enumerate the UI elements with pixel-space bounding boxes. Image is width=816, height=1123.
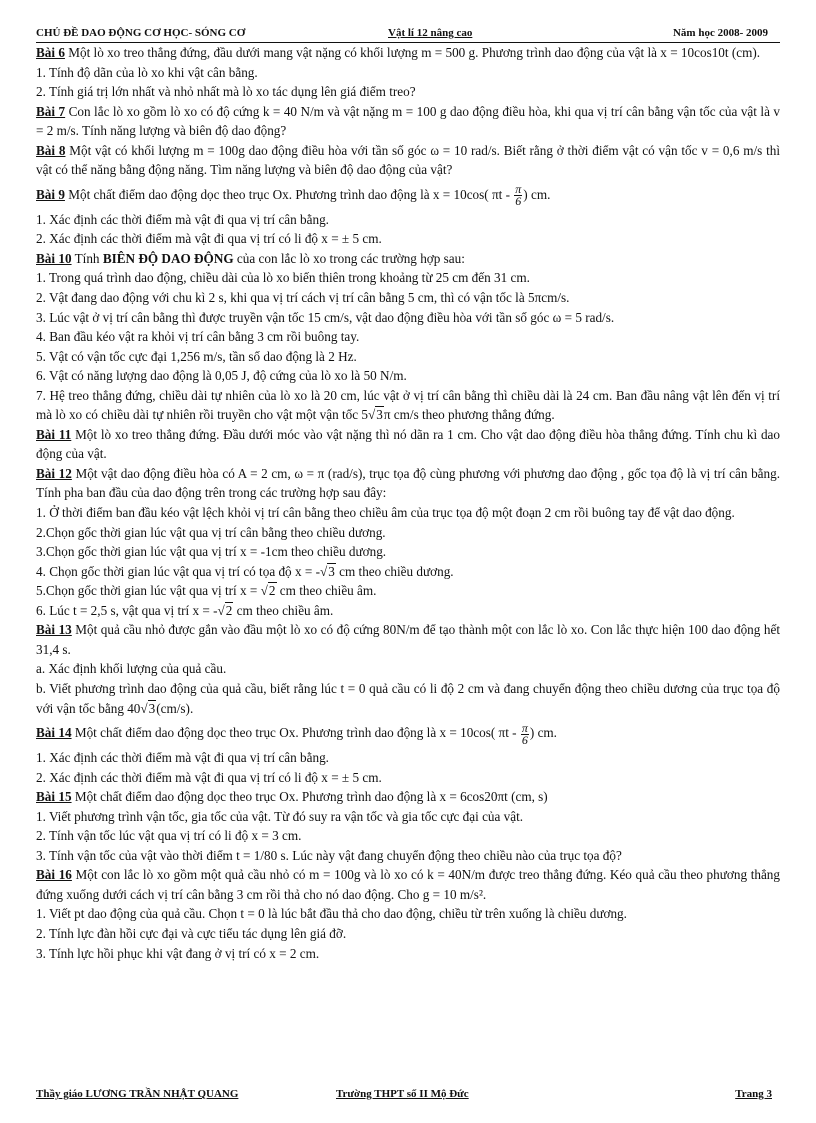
exercise-8 <box>36 141 780 180</box>
exercise-13-text: Một quả cầu nhỏ được gắn vào đầu một lò xo có độ cứng 80N/m để tạo thành một con lắc lò xo. Con lắc thực hiện 100 dao động hết 31,4 s. <box>36 622 780 657</box>
exercise-12-text: Một vật dao động điều hòa có A = 2 cm, ω = π (rad/s), trục tọa độ cùng phương với phương dao động , gốc tọa độ là vị trí cân bằng. Tính pha ban đầu của dao động trên trong các trường hợp sau đây: <box>36 465 780 501</box>
exercise-6 <box>36 43 780 63</box>
exercise-14-text: Một chất điểm dao động dọc theo trục Ox. Phương trình dao động là x = 10cos( πt - <box>71 725 520 741</box>
exercise-14-title: Bài 14 <box>36 725 72 741</box>
exercise-9 <box>36 180 780 210</box>
exercise-9-fraction <box>514 184 522 207</box>
exercise-16 <box>36 865 780 904</box>
exercise-10-item-7-text: 7. Hệ treo thẳng đứng, chiều dài tự nhiên của lò xo là 20 cm, lúc vật ở vị trí cân bằng thì chiều dài là 24 cm. Ban đầu nâng vật lên đến vị trí mà lò xo có chiều dài tự nhiên rồi truyền cho vật một vận tốc 5 <box>36 387 780 423</box>
exercise-6-item-1: 1. Tính độ dãn của lò xo khi vật cân bằng. <box>36 64 258 80</box>
exercise-12-item-6: 6. Lúc t = 2,5 s, vật qua vị trí x = -√2 cm theo chiều âm. <box>36 602 334 618</box>
exercise-9-fraction-num: π <box>515 182 522 197</box>
exercise-14 <box>36 718 780 748</box>
exercise-16-text: Một con lắc lò xo gồm một quả cầu nhỏ có m = 100g và lò xo có k = 40N/m được treo thẳng đứng. Kéo quả cầu theo phương thẳng đứng xuống dưới cách vị trí cân bằng 3 cm rồi thả cho nó dao động. Cho g = 10 m/s². <box>36 867 780 902</box>
exercise-12-item-4: 4. Chọn gốc thời gian lúc vật qua vị trí có tọa độ x = -√3 cm theo chiều dương. <box>36 563 454 579</box>
exercise-10-text: Tính <box>71 250 103 266</box>
exercise-6-text: Một lò xo treo thẳng đứng, đầu dưới mang vật nặng có khối lượng m = 500 g. Phương trình dao động của vật là x = 10cos10t (cm). <box>64 45 761 60</box>
exercise-11 <box>36 425 780 464</box>
exercise-12-item-4-root: 3 <box>328 563 335 579</box>
exercise-10-item-6: 6. Vật có năng lượng dao động là 0,05 J, độ cứng của lò xo là 50 N/m. <box>36 368 407 384</box>
exercise-15-item-3: 3. Tính vận tốc của vật vào thời điểm t = 1/80 s. Lúc này vật đang chuyển động theo chiều nào của trục tọa độ? <box>36 847 622 863</box>
exercise-12-item-5: 5.Chọn gốc thời gian lúc vật qua vị trí x = √2 cm theo chiều âm. <box>36 583 377 599</box>
exercise-6-item-2: 2. Tính giá trị lớn nhất và nhỏ nhất mà lò xo tác dụng lên giá điểm treo? <box>36 84 416 100</box>
footer-page-number: Trang 3 <box>735 1088 772 1100</box>
exercise-12-item-5-text: 5.Chọn gốc thời gian lúc vật qua vị trí x = <box>36 583 261 599</box>
exercise-14-text-end: ) cm. <box>529 725 557 741</box>
exercise-12-item-6-text: 6. Lúc t = 2,5 s, vật qua vị trí x = - <box>36 602 218 618</box>
exercise-15-item-1: 1. Viết phương trình vận tốc, gia tốc của vật. Từ đó suy ra vận tốc và gia tốc cực đại của vật. <box>36 808 524 824</box>
document-page <box>36 26 780 963</box>
exercise-13-item-a: a. Xác định khối lượng của quả cầu. <box>36 661 227 677</box>
header-school-year: Năm học 2008- 2009 <box>672 27 768 39</box>
exercise-10-item-7: 7. Hệ treo thẳng đứng, chiều dài tự nhiên của lò xo là 20 cm, lúc vật ở vị trí cân bằng thì chiều dài là 24 cm. Ban đầu nâng vật lên đến vị trí mà lò xo có chiều dài tự nhiên rồi truyền cho vật một vận tốc 5√3π cm/s theo phương thẳng đứng. <box>36 387 780 423</box>
exercise-16-item-1: 1. Viết pt dao động của quả cầu. Chọn t = 0 là lúc bắt đầu thả cho dao động, chiều từ trên xuống là chiều dương. <box>36 906 627 922</box>
exercise-12-title: Bài 12 <box>36 465 72 481</box>
exercise-10 <box>36 249 780 269</box>
exercise-13 <box>36 620 780 659</box>
exercise-13-item-b-text-end: (cm/s). <box>156 700 194 716</box>
exercise-10-item-7-text-end: π cm/s theo phương thẳng đứng. <box>383 407 555 423</box>
exercise-13-title: Bài 13 <box>36 622 72 638</box>
exercise-9-item-2: 2. Xác định các thời điểm mà vật đi qua vị trí có li độ x = ± 5 cm. <box>36 231 382 247</box>
exercise-10-item-7-root: 3 <box>376 407 383 423</box>
page-header <box>36 26 780 43</box>
exercise-11-text: Một lò xo treo thẳng đứng. Đầu dưới móc vào vật nặng thì nó dãn ra 1 cm. Cho vật dao động điều hòa thẳng đứng. Tính chu kì dao động của vật. <box>36 426 781 462</box>
exercise-14-fraction-num: π <box>521 720 528 735</box>
exercise-12-item-1: 1. Ở thời điểm ban đầu kéo vật lệch khỏi vị trí cân bằng theo chiều âm của trục tọa độ một đoạn 2 cm rồi buông tay để vật dao động. <box>36 505 735 521</box>
exercise-10-text-end: của con lắc lò xo trong các trường hợp sau: <box>233 250 465 266</box>
exercise-9-fraction-den: 6 <box>515 194 522 209</box>
exercise-11-title: Bài 11 <box>36 426 72 442</box>
exercise-9-text: Một chất điểm dao động dọc theo trục Ox. Phương trình dao động là x = 10cos( πt - <box>64 186 514 202</box>
exercise-10-item-2: 2. Vật đang dao động với chu kì 2 s, khi qua vị trí cách vị trí cân bằng 5 cm, thì có vận tốc là 5πcm/s. <box>36 290 570 306</box>
exercise-16-title: Bài 16 <box>36 867 72 883</box>
exercise-9-text-end: ) cm. <box>523 186 551 202</box>
exercise-16-item-2: 2. Tính lực đàn hồi cực đại và cực tiểu tác dụng lên giá đỡ. <box>36 925 347 941</box>
footer-teacher: Thầy giáo LƯƠNG TRẦN NHẬT QUANG <box>36 1088 239 1100</box>
exercise-13-item-b-root: 3 <box>148 700 156 716</box>
exercise-10-keyword: BIÊN ĐỘ DAO ĐỘNG <box>102 250 234 266</box>
exercise-12-item-4-text-end: cm theo chiều dương. <box>335 563 454 579</box>
exercise-15-text: Một chất điểm dao động dọc theo trục Ox. Phương trình dao động là x = 6cos20πt (cm, s) <box>71 789 548 805</box>
exercise-6-title: Bài 6 <box>36 45 65 60</box>
exercise-15-title: Bài 15 <box>36 789 72 805</box>
header-topic: CHỦ ĐỀ DAO ĐỘNG CƠ HỌC- SÓNG CƠ <box>36 27 246 39</box>
exercise-13-item-b-text: b. Viết phương trình dao động của quả cầu, biết rằng lúc t = 0 quả cầu có li độ 2 cm và đang chuyển động theo chiều dương của trục tọa độ với vận tốc bằng 40 <box>36 680 780 716</box>
exercise-12-item-2: 2.Chọn gốc thời gian lúc vật qua vị trí cân bằng theo chiều dương. <box>36 524 386 540</box>
exercise-9-item-1: 1. Xác định các thời điểm mà vật đi qua vị trí cân bằng. <box>36 211 329 227</box>
exercise-12-item-4-text: 4. Chọn gốc thời gian lúc vật qua vị trí có tọa độ x = - <box>36 563 320 579</box>
exercise-9-title: Bài 9 <box>36 186 65 202</box>
exercise-list <box>36 43 780 963</box>
exercise-16-item-3: 3. Tính lực hồi phục khi vật đang ở vị trí có x = 2 cm. <box>36 945 320 961</box>
exercise-12-item-3: 3.Chọn gốc thời gian lúc vật qua vị trí x = -1cm theo chiều dương. <box>36 544 387 560</box>
exercise-10-item-5: 5. Vật có vận tốc cực đại 1,256 m/s, tần số dao động là 2 Hz. <box>36 348 357 364</box>
exercise-13-item-b: b. Viết phương trình dao động của quả cầu, biết rằng lúc t = 0 quả cầu có li độ 2 cm và đang chuyển động theo chiều dương của trục tọa độ với vận tốc bằng 40√3(cm/s). <box>36 680 780 716</box>
exercise-12-item-5-text-end: cm theo chiều âm. <box>276 583 377 599</box>
page-footer <box>36 1088 772 1104</box>
exercise-12-item-5-root: 2 <box>268 583 276 599</box>
footer-school: Trường THPT số II Mộ Đức <box>336 1088 469 1100</box>
exercise-10-item-4: 4. Ban đầu kéo vật ra khỏi vị trí cân bằng 3 cm rồi buông tay. <box>36 329 360 345</box>
exercise-15 <box>36 787 780 807</box>
exercise-7 <box>36 102 780 141</box>
exercise-12 <box>36 464 780 503</box>
exercise-14-fraction <box>521 720 529 747</box>
exercise-8-title: Bài 8 <box>36 142 66 158</box>
exercise-7-text: Con lắc lò xo gồm lò xo có độ cứng k = 40 N/m và vật nặng m = 100 g dao động điều hòa, khi qua vị trí cân bằng vận tốc của vật là v = 2 m/s. Tính năng lượng và biên độ dao động? <box>36 103 780 139</box>
exercise-15-item-2: 2. Tính vận tốc lúc vật qua vị trí có li độ x = 3 cm. <box>36 828 302 844</box>
exercise-12-item-6-text-end: cm theo chiều âm. <box>233 602 334 618</box>
exercise-7-title: Bài 7 <box>36 103 66 119</box>
exercise-10-item-1: 1. Trong quá trình dao động, chiều dài của lò xo biến thiên trong khoảng từ 25 cm đến 31 cm. <box>36 270 530 286</box>
exercise-14-item-1: 1. Xác định các thời điểm mà vật đi qua vị trí cân bằng. <box>36 750 329 766</box>
exercise-12-item-6-root: 2 <box>225 602 233 618</box>
exercise-14-fraction-den: 6 <box>521 732 528 747</box>
exercise-10-title: Bài 10 <box>36 250 72 266</box>
exercise-14-item-2: 2. Xác định các thời điểm mà vật đi qua vị trí có li độ x = ± 5 cm. <box>36 769 382 785</box>
exercise-10-item-3: 3. Lúc vật ở vị trí cân bằng thì được truyền vận tốc 15 cm/s, vật dao động điều hòa với tần số góc ω = 5 rad/s. <box>36 309 615 325</box>
header-subject: Vật lí 12 nâng cao <box>388 27 473 39</box>
exercise-8-text: Một vật có khối lượng m = 100g dao động điều hòa với tần số góc ω = 10 rad/s. Biết rằng ở thời điểm vật có vận tốc v = 0,6 m/s thì vật có thể năng bằng động năng. Tìm năng lượng và biên độ dao động của vật? <box>36 142 780 178</box>
